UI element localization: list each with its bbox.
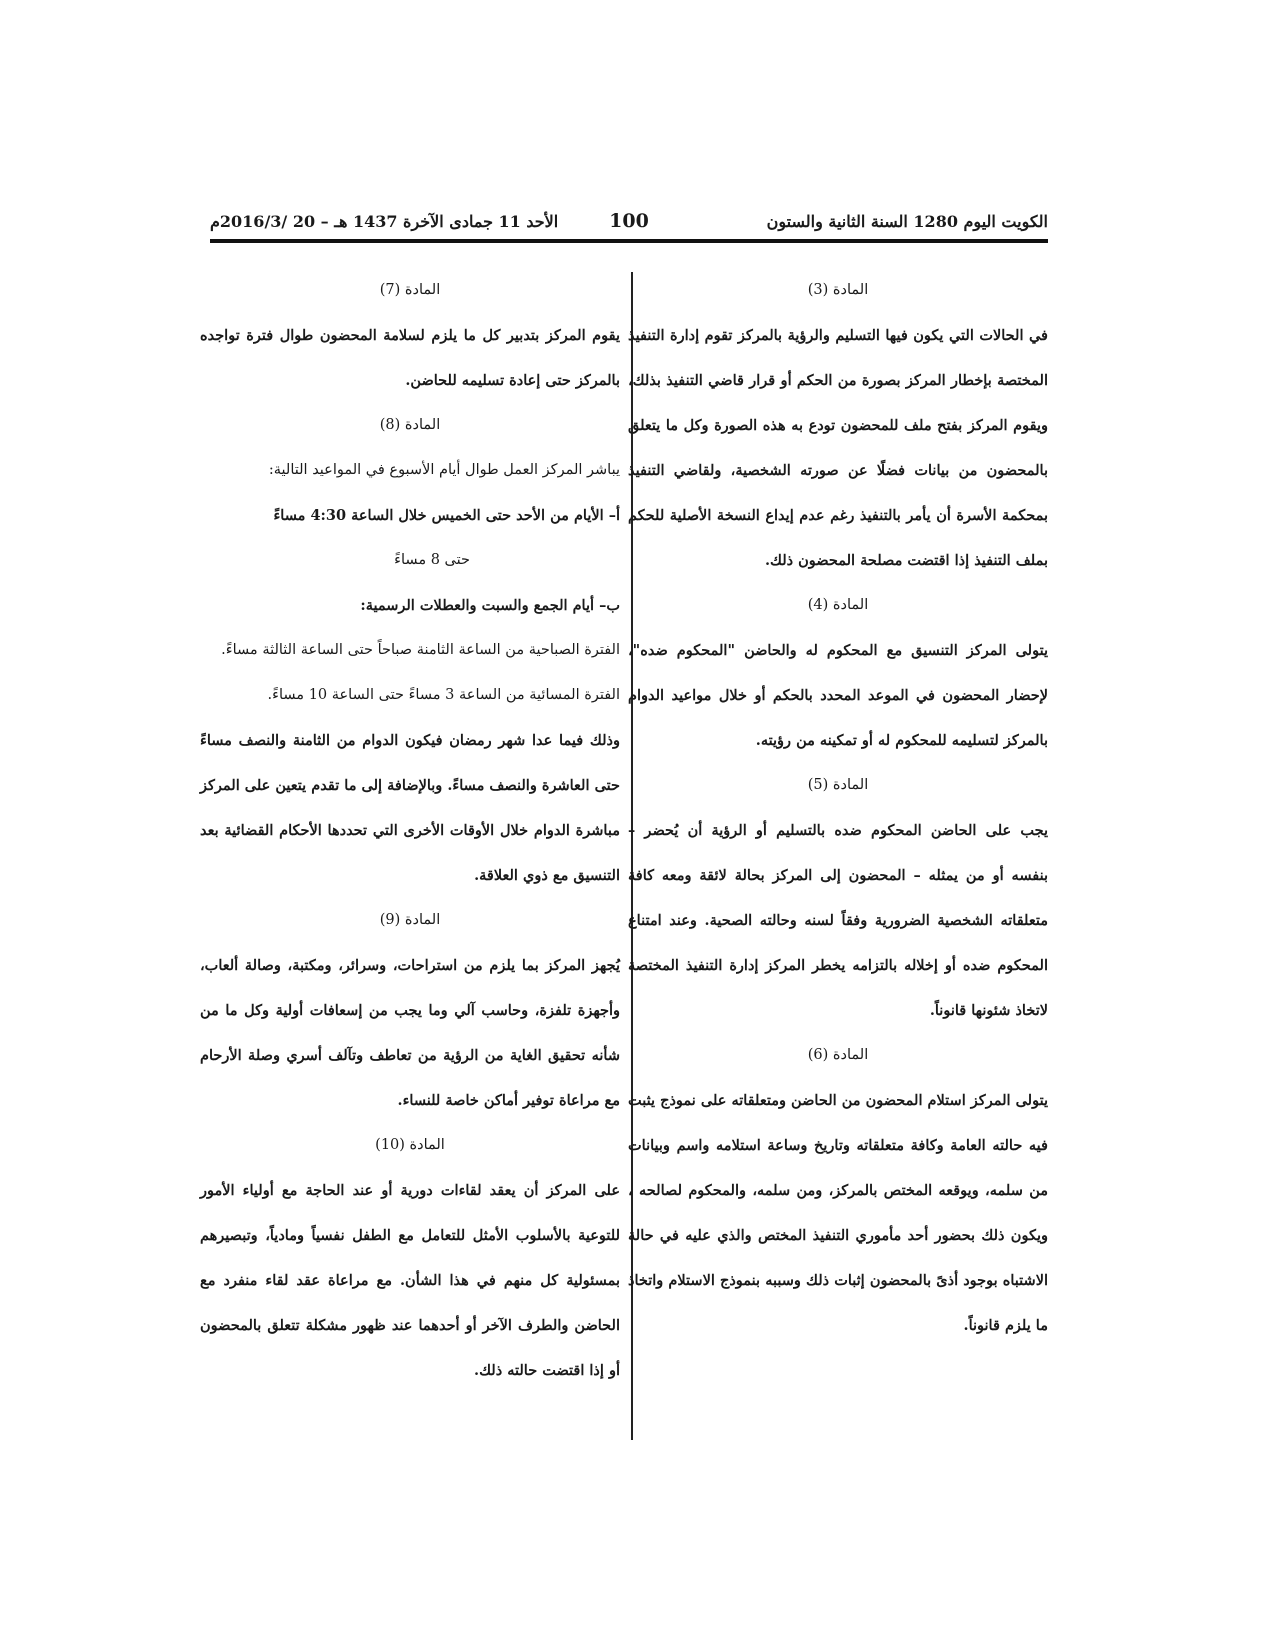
issue-date: الأحد 11 جمادى الآخرة 1437 هـ – 20 /2016/3م xyxy=(210,212,559,231)
article-3-text: في الحالات التي يكون فيها التسليم والرؤية بالمركز تقوم إدارة التنفيذ المختصة بإخطار المركز بصورة من الحكم أو قرار قاضي التنفيذ بذلك، ويقوم المركز بفتح ملف للمحضون تودع به هذه الصورة وكل ما يتعلق بالمحضون من بيانات فضلًا عن صورته الشخصية، ولقاضي التنفيذ بمحكمة الأسرة أن يأمر بالتنفيذ رغم عدم إيداع النسخة الأصلية للحكم بملف التنفيذ إذا اقتضت مصلحة المحضون ذلك. xyxy=(628,327,1048,569)
article-4-title: المادة (4) xyxy=(807,597,869,613)
article-4-text: يتولى المركز التنسيق مع المحكوم له والحاضن "المحكوم ضده"، لإحضار المحضون في الموعد المحدد بالحكم أو خلال مواعيد الدوام بالمركز لتسليمه للمحكوم له أو تمكينه من رؤيته. xyxy=(628,642,1048,749)
article-9-text: يُجهز المركز بما يلزم من استراحات، وسرائر، ومكتبة، وصالة ألعاب، وأجهزة تلفزة، وحاسب آلي وما يجب من إسعافات أولية وكل ما من شأنه تحقيق الغاية من الرؤية من تعاطف وتآلف أسري وصلة الأرحام مع مراعاة توفير أماكن خاصة للنساء. xyxy=(200,957,620,1109)
article-8-evening-period: الفترة المسائية من الساعة 3 مساءً حتى الساعة 10 مساءً. xyxy=(267,687,620,703)
article-8-item-a-continued: حتى 8 مساءً xyxy=(394,552,470,568)
article-9-title: المادة (9) xyxy=(379,912,441,928)
article-7-title: المادة (7) xyxy=(379,282,441,298)
right-column xyxy=(628,268,1048,1348)
article-8-item-a: أ– الأيام من الأحد حتى الخميس خلال الساعة 4:30 مساءً xyxy=(273,507,620,524)
article-5-text: يجب على الحاضن المحكوم ضده بالتسليم أو الرؤية أن يُحضر – بنفسه أو من يمثله – المحضون إلى المركز بحالة لائقة ومعه كافة متعلقاته الشخصية الضرورية وفقاً لسنه وحالته الصحية. وعند امتناع المحكوم ضده أو إخلاله بالتزامه يخطر المركز إدارة التنفيذ المختصة لاتخاذ شئونها قانوناً. xyxy=(628,822,1048,1019)
header-rule xyxy=(210,239,1048,243)
article-6-title: المادة (6) xyxy=(807,1047,869,1063)
article-3-title: المادة (3) xyxy=(807,282,869,298)
article-8-morning-period: الفترة الصباحية من الساعة الثامنة صباحاً حتى الساعة الثالثة مساءً. xyxy=(221,642,620,658)
article-10-title: المادة (10) xyxy=(375,1137,445,1153)
page-number: 100 xyxy=(609,210,649,232)
article-8-title: المادة (8) xyxy=(379,417,441,433)
article-6-text: يتولى المركز استلام المحضون من الحاضن ومتعلقاته على نموذج يثبت فيه حالته العامة وكافة متعلقاته وتاريخ وساعة استلامه واسم وبيانات من سلمه، ويوقعه المختص بالمركز، ومن سلمه، والمحكوم لصالحه ، ويكون ذلك بحضور أحد مأموري التنفيذ المختص والذي عليه في حالة الاشتباه بوجود أذىً بالمحضون إثبات ذلك وسببه بنموذج الاستلام واتخاذ ما يلزم قانوناً. xyxy=(628,1092,1048,1334)
page-header xyxy=(210,208,1048,242)
article-5-title: المادة (5) xyxy=(807,777,869,793)
article-8-intro: يباشر المركز العمل طوال أيام الأسبوع في المواعيد التالية: xyxy=(268,462,620,478)
left-column xyxy=(200,268,620,1393)
article-7-text: يقوم المركز بتدبير كل ما يلزم لسلامة المحضون طوال فترة تواجده بالمركز حتى إعادة تسليمه للحاضن. xyxy=(200,327,620,389)
gazette-issue-info: الكويت اليوم 1280 السنة الثانية والستون xyxy=(766,212,1048,231)
article-8-item-b: ب– أيام الجمع والسبت والعطلات الرسمية: xyxy=(360,597,620,614)
article-10-text: على المركز أن يعقد لقاءات دورية أو عند الحاجة مع أولياء الأمور للتوعية بالأسلوب الأمثل للتعامل مع الطفل نفسياً ومادياً، وتبصيرهم بمسئولية كل منهم في هذا الشأن. مع مراعاة عقد لقاء منفرد مع الحاضن والطرف الآخر أو أحدهما عند ظهور مشكلة تتعلق بالمحضون أو إذا اقتضت حالته ذلك. xyxy=(200,1182,620,1379)
article-8-ramadan: وذلك فيما عدا شهر رمضان فيكون الدوام من الثامنة والنصف مساءً حتى العاشرة والنصف مساءً. وبالإضافة إلى ما تقدم يتعين على المركز مباشرة الدوام خلال الأوقات الأخرى التي تحددها الأحكام القضائية بعد التنسيق مع ذوي العلاقة. xyxy=(200,732,620,884)
